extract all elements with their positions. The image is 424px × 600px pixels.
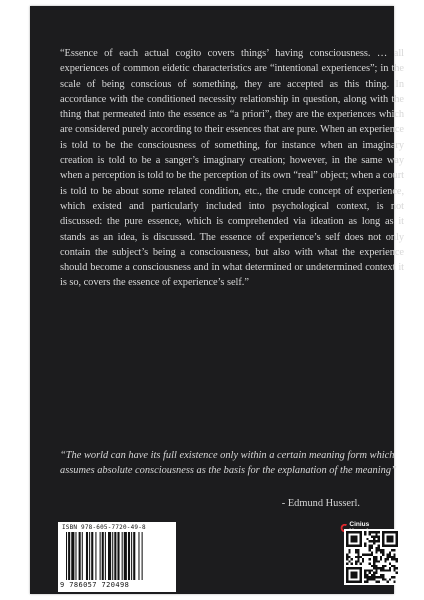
quote-author: - Edmund Husserl. xyxy=(281,498,360,509)
isbn-text: ISBN 978-605-7720-49-8 xyxy=(62,524,146,531)
barcode-icon xyxy=(66,532,170,580)
qr-box xyxy=(344,529,400,585)
publisher-name: Cinius xyxy=(349,521,370,528)
husserl-quote: “The world can have its full existence only within a certain meaning form which assumes absolute consciousness as the basis for the explanation of the meaning” xyxy=(60,450,397,477)
qr-code-icon xyxy=(344,529,400,585)
main-excerpt: “Essence of each actual cogito covers things’ having consciousness. … all experiences of common eidetic characteristics are “intentional experiences”; in the scale of being conscious of something, they are accepted as this thing. In accordance with the conditioned necessity relationship in question, along with the thing that permeated into the essence as “a priori”, they are the experiences which are considered purely according to their essences that are pure. When an experience is told to be the consciousness of something, for instance when an imaginary creation is told to be a sanger’s imaginary creation; however, in the same way when a perception is told to be the perception of its own “real” object; when a court is told to be about some related condition, etc., the crude concept of experience, which existed and particularly included into psychological context, is not discussed: the pure essence, which is comprehended via ideation as long as it stands as an idea, is discussed. The essence of experience’s self does not only contain the subject’s being a consciousness, but also with what the experience should become a consciousness and in what determined or undetermined context it is so, covers the essence of experience’s self.” xyxy=(60,48,404,289)
barcode-box xyxy=(58,522,176,592)
back-cover xyxy=(30,6,404,594)
ean-number: 9 786057 720498 xyxy=(60,581,130,589)
